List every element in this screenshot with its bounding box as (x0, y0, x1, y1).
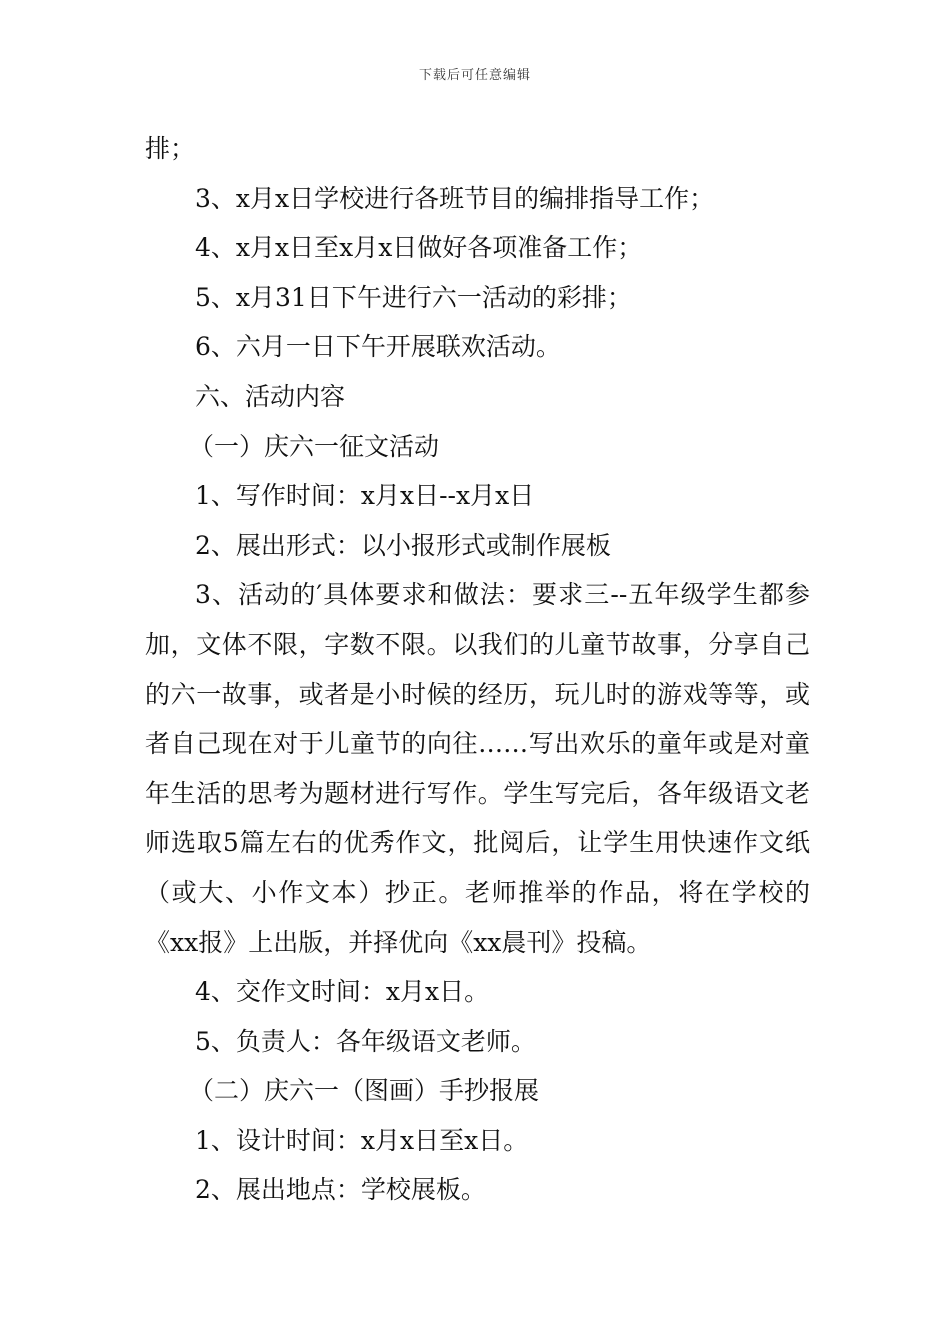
document-body (145, 124, 810, 1215)
paragraph-long: 3、活动的′具体要求和做法：要求三--五年级学生都参加，文体不限，字数不限。以我们的儿童节故事，分享自己的六一故事，或者是小时候的经历，玩儿时的游戏等等，或者自己现在对于儿童节的向往……写出欢乐的童年或是对童年生活的思考为题材进行写作。学生写完后，各年级语文老师选取5篇左右的优秀作文，批阅后，让学生用快速作文纸（或大、小作文本）抄正。老师推举的作品，将在学校的《xx报》上出版，并择优向《xx晨刊》投稿。 (145, 580, 810, 957)
paragraph: 2、展出形式：以小报形式或制作展板 (195, 530, 611, 560)
subsection-heading: （一）庆六一征文活动 (189, 431, 440, 461)
paragraph: 5、负责人：各年级语文老师。 (195, 1026, 536, 1056)
paragraph: 3、x月x日学校进行各班节目的编排指导工作； (195, 183, 715, 213)
paragraph: 1、写作时间：x月x日--x月x日 (195, 481, 535, 511)
paragraph: 5、x月31日下午进行六一活动的彩排； (195, 282, 632, 312)
paragraph: 4、交作文时间：x月x日。 (195, 977, 490, 1007)
paragraph: 4、x月x日至x月x日做好各项准备工作； (195, 233, 643, 263)
subsection-heading: （二）庆六一（图画）手抄报展 (189, 1076, 540, 1106)
section-heading: 六、活动内容 (195, 381, 346, 411)
paragraph: 1、设计时间：x月x日至x日。 (195, 1125, 529, 1155)
paragraph: 排； (145, 134, 196, 163)
page-header: 下载后可任意编辑 (418, 68, 531, 83)
paragraph: 2、展出地点：学校展板。 (195, 1175, 486, 1205)
paragraph: 6、六月一日下午开展联欢活动。 (195, 332, 561, 362)
